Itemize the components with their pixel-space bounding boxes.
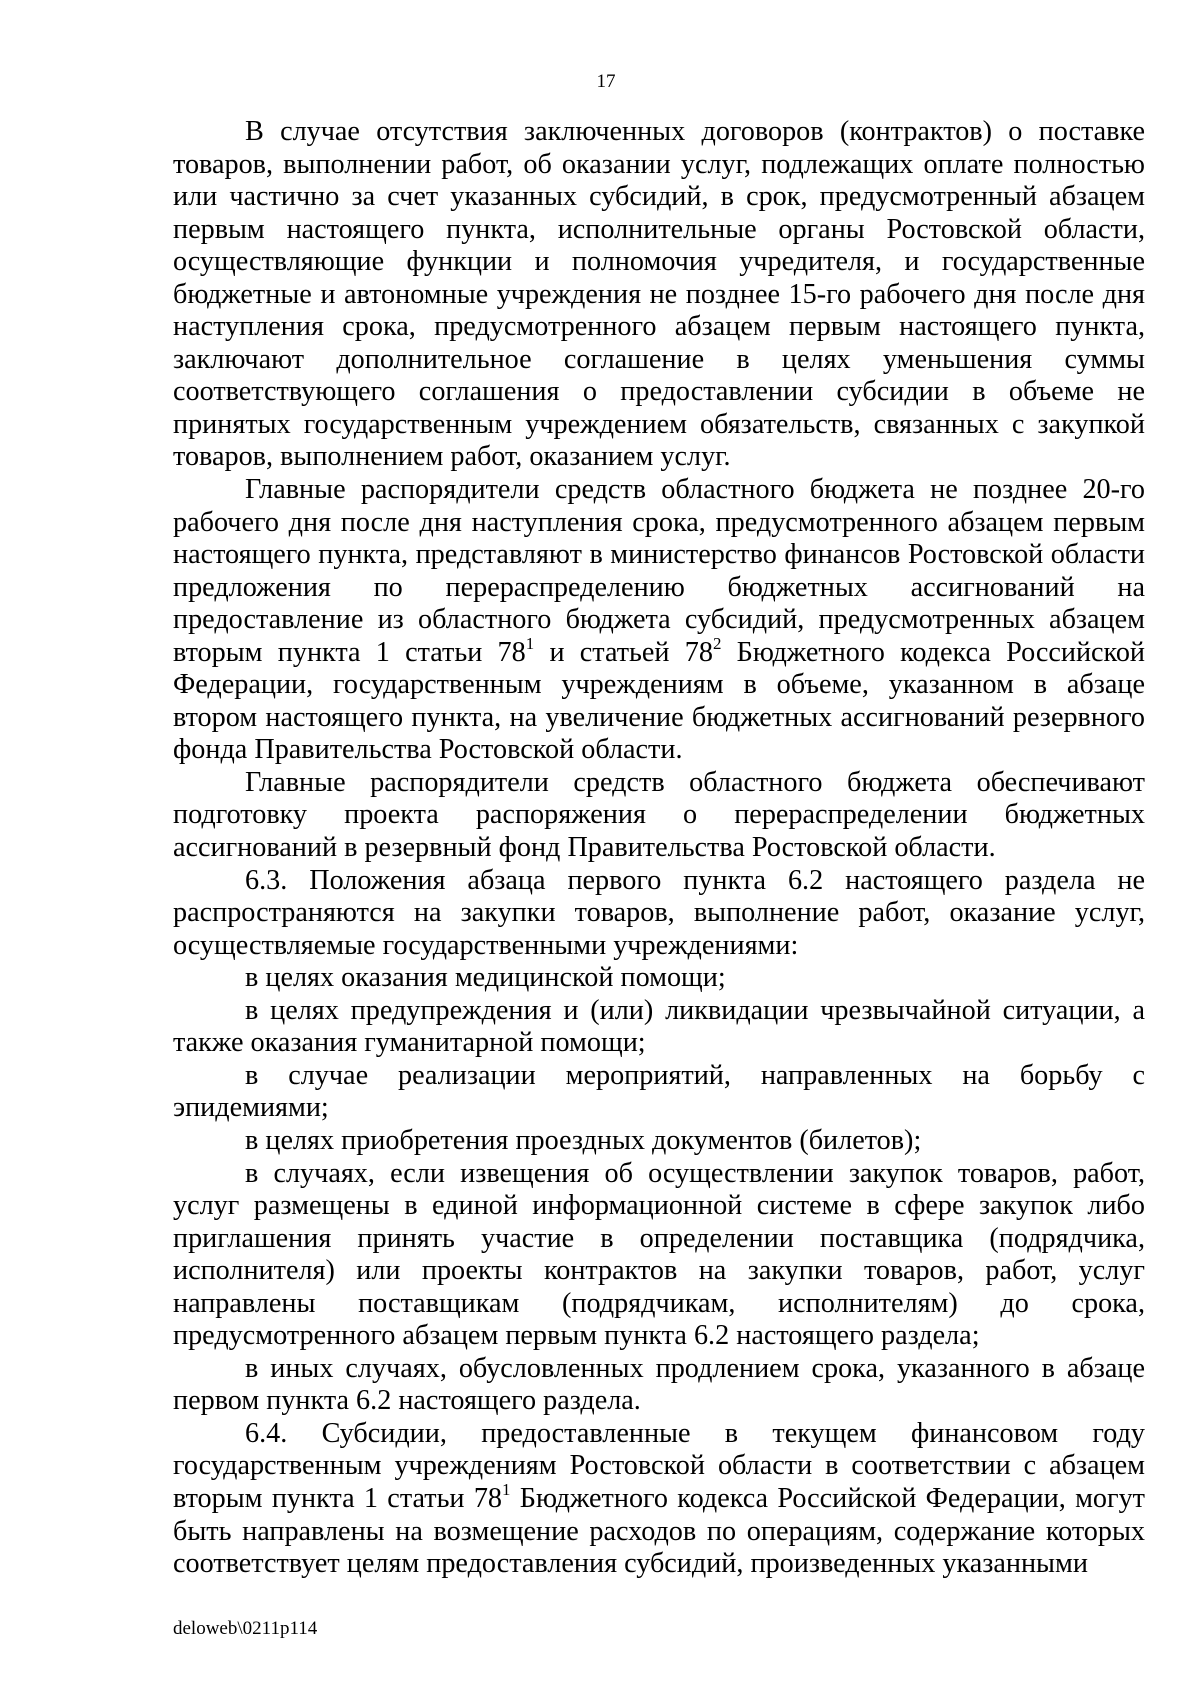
list-item-tickets: в целях приобретения проездных документов (билетов);	[245, 1124, 922, 1156]
page-number: 17	[596, 71, 616, 92]
text-fragment: Главные распорядители средств областного бюджета не позднее 20-го рабочего дня после дня наступления срока, предусмотренного абзацем первым настоящего пункта, представляют в министерство финансов Ростовской области предложения по перераспределению бюджетных ассигнований на предоставление из областного бюджета субсидий, предусмотренных абзацем вторым пункта 1 статьи 78	[173, 474, 1145, 668]
list-item-medical-care: в целях оказания медицинской помощи;	[245, 962, 726, 994]
superscript: 2	[712, 633, 722, 653]
text-fragment: и статьей 78	[534, 636, 713, 668]
text-fragment: Бюджетного кодекса Российской Федерации, могут быть направлены на возмещение расходов по операциям, содержание которых соответствует целям предоставления субсидий, произведенных указанными	[173, 1482, 1145, 1580]
list-item-emergency: в целях предупреждения и (или) ликвидации чрезвычайной ситуации, а также оказания гуманитарной помощи;	[173, 994, 1145, 1059]
document-body	[173, 116, 1145, 1581]
list-item-other-cases: в иных случаях, обусловленных продлением срока, указанного в абзаце первом пункта 6.2 настоящего раздела.	[173, 1352, 1145, 1417]
paragraph-6-4	[173, 1418, 1145, 1581]
text-fragment: Бюджетного кодекса Российской Федерации, государственным учреждениям в объеме, указанном в абзаце втором настоящего пункта, на увеличение бюджетных ассигнований резервного фонда Правительства Ростовской области.	[173, 636, 1146, 766]
paragraph-redistribution-proposals	[173, 474, 1145, 767]
paragraph-draft-order: Главные распорядители средств областного бюджета обеспечивают подготовку проекта распоряжения о перераспределении бюджетных ассигнований в резервный фонд Правительства Ростовской области.	[173, 766, 1145, 864]
list-item-epidemics: в случае реализации мероприятий, направленных на борьбу с эпидемиями;	[173, 1059, 1145, 1124]
superscript: 1	[525, 633, 535, 653]
document-footer-code: deloweb\0211p114	[173, 1618, 318, 1639]
paragraph-no-contracts: В случае отсутствия заключенных договоров (контрактов) о поставке товаров, выполнении работ, об оказании услуг, подлежащих оплате полностью или частично за счет указанных субсидий, в срок, предусмотренный абзацем первым настоящего пункта, исполнительные органы Ростовской области, осуществляющие функции и полномочия учредителя, и государственные бюджетные и автономные учреждения не позднее 15-го рабочего дня после дня наступления срока, предусмотренного абзацем первым настоящего пункта, заключают дополнительное соглашение в целях уменьшения суммы соответствующего соглашения о предоставлении субсидии в объеме не принятых государственным учреждением обязательств, связанных с закупкой товаров, выполнением работ, оказанием услуг.	[173, 116, 1145, 473]
text-fragment: 6.4. Субсидии, предоставленные в текущем финансовом году государственным учреждениям Ростовской области в соответствии с абзацем вторым пункта 1 статьи 78	[173, 1417, 1145, 1514]
paragraph-6-3: 6.3. Положения абзаца первого пункта 6.2 настоящего раздела не распространяются на закупки товаров, выполнение работ, оказание услуг, осуществляемые государственными учреждениями:	[173, 864, 1145, 961]
superscript: 1	[502, 1480, 511, 1500]
list-item-notices-published: в случаях, если извещения об осуществлении закупок товаров, работ, услуг размещены в единой информационной системе в сфере закупок либо приглашения принять участие в определении поставщика (подрядчика, исполнителя) или проекты контрактов на закупки товаров, работ, услуг направлены поставщикам (подрядчикам, исполнителям) до срока, предусмотренного абзацем первым пункта 6.2 настоящего раздела;	[173, 1157, 1145, 1352]
